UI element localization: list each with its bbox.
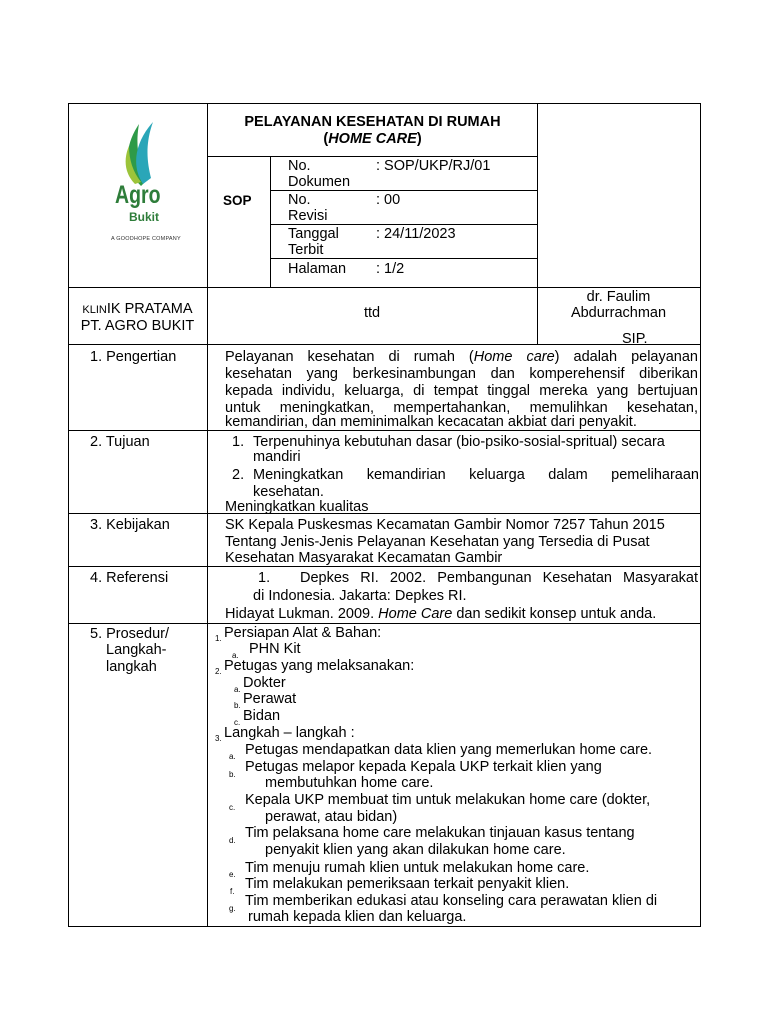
meta-value: : SOP/UKP/RJ/01 bbox=[376, 158, 491, 174]
leaf-emblem-icon bbox=[95, 118, 185, 188]
section-label-kebijakan: 3. Kebijakan bbox=[90, 517, 170, 533]
sop-label: SOP bbox=[223, 193, 252, 208]
step-line: perawat, atau bidan) bbox=[265, 809, 398, 825]
title-paren-close: ) bbox=[416, 131, 422, 147]
tujuan-item-line: Meningkatkan kemandirian keluarga dalam pemeliharaan bbox=[253, 467, 699, 483]
step-line: Langkah – langkah : bbox=[224, 725, 355, 741]
grid-line bbox=[270, 156, 271, 287]
meta-label: Tanggal bbox=[288, 226, 339, 242]
grid-line bbox=[68, 513, 701, 514]
section-label-prosedur: 5. Prosedur/ bbox=[90, 626, 169, 642]
step-letter: c. bbox=[229, 803, 236, 812]
doctor-sip: SIP. bbox=[622, 331, 648, 347]
agro-bukit-logo bbox=[95, 118, 185, 253]
step-letter: g. bbox=[229, 904, 236, 913]
meta-value: : 24/11/2023 bbox=[376, 226, 456, 242]
table-border-left bbox=[68, 103, 69, 927]
step-line: PHN Kit bbox=[249, 641, 301, 657]
section-label-prosedur: Langkah- bbox=[106, 642, 167, 658]
meta-value: : 00 bbox=[376, 192, 401, 208]
doctor-name-line2: Abdurrachman bbox=[570, 305, 667, 321]
step-line: Petugas melapor kepada Kepala UKP terkait klien yang bbox=[245, 759, 602, 775]
step-letter: d. bbox=[229, 836, 236, 845]
step-line: Tim menuju rumah klien untuk melakukan home care. bbox=[245, 860, 590, 876]
step-letter: f. bbox=[230, 887, 235, 896]
step-number: 3. bbox=[215, 734, 222, 743]
logo-brand: Agro bbox=[115, 181, 161, 209]
tujuan-item-line: mandiri bbox=[253, 449, 301, 465]
step-line: Tim memberikan edukasi atau konseling cara perawatan klien di bbox=[245, 893, 658, 909]
document-title-line2 bbox=[207, 131, 538, 148]
tujuan-item-number: 1. bbox=[232, 434, 245, 450]
step-letter: a. bbox=[234, 685, 241, 694]
section-label-pengertian: 1. Pengertian bbox=[90, 349, 177, 365]
meta-label: Revisi bbox=[288, 208, 328, 224]
step-line: Bidan bbox=[243, 708, 281, 724]
kebijakan-line: Tentang Jenis-Jenis Pelayanan Kesehatan yang Tersedia di Pusat bbox=[225, 534, 650, 550]
kebijakan-line: Kesehatan Masyarakat Kecamatan Gambir bbox=[225, 550, 503, 566]
meta-value: : 1/2 bbox=[376, 261, 405, 277]
step-letter: e. bbox=[229, 870, 236, 879]
grid-line bbox=[68, 287, 701, 288]
grid-line bbox=[207, 103, 208, 927]
pengertian-line: kesehatan yang berkesinambungan dan komperehensif diberikan bbox=[225, 366, 698, 382]
step-line: penyakit klien yang akan dilakukan home care. bbox=[265, 842, 566, 858]
meta-label: No. bbox=[288, 192, 311, 208]
tujuan-line: Meningkatkan kualitas bbox=[225, 499, 369, 515]
title-italic: HOME CARE bbox=[328, 131, 417, 147]
step-line: Persiapan Alat & Bahan: bbox=[224, 625, 382, 641]
step-line: Petugas mendapatkan data klien yang memerlukan home care. bbox=[245, 742, 653, 758]
referensi-line: Hidayat Lukman. 2009. Home Care dan sedikit konsep untuk anda. bbox=[225, 606, 657, 622]
step-number: 1. bbox=[215, 634, 222, 643]
step-line: rumah kepada klien dan keluarga. bbox=[248, 909, 467, 925]
pengertian-line: Pelayanan kesehatan di rumah (Home care) adalah pelayanan bbox=[225, 349, 698, 365]
signature-ttd: ttd bbox=[363, 305, 381, 321]
meta-label: No. bbox=[288, 158, 311, 174]
section-label-tujuan: 2. Tujuan bbox=[90, 434, 150, 450]
tujuan-item-number: 2. bbox=[232, 467, 245, 483]
clinic-rest: IK PRATAMA bbox=[106, 301, 193, 317]
step-line: Petugas yang melaksanakan: bbox=[224, 658, 415, 674]
logo-sub: Bukit bbox=[129, 210, 159, 224]
step-line: Dokter bbox=[243, 675, 286, 691]
step-line: membutuhkan home care. bbox=[265, 775, 434, 791]
step-letter: c. bbox=[234, 718, 241, 727]
step-line: Perawat bbox=[243, 691, 297, 707]
table-border-bottom bbox=[68, 926, 701, 927]
step-number: 2. bbox=[215, 667, 222, 676]
clinic-name-line2: PT. AGRO BUKIT bbox=[80, 318, 195, 334]
table-border-right bbox=[700, 103, 701, 927]
pengertian-line: kemandirian, dan meminimalkan kecacatan akbiat dari penyakit. bbox=[225, 414, 637, 430]
grid-line bbox=[68, 344, 701, 345]
step-line: Tim pelaksana home care melakukan tinjauan kasus tentang bbox=[245, 825, 635, 841]
pengertian-line: kepada individu, keluarga, di tempat tinggal mereka yang bertujuan bbox=[225, 383, 698, 399]
referensi-line: di Indonesia. Jakarta: Depkes RI. bbox=[253, 588, 467, 604]
step-line: Tim melakukan pemeriksaan terkait penyakit klien. bbox=[245, 876, 570, 892]
step-letter: a. bbox=[229, 752, 236, 761]
step-line: Kepala UKP membuat tim untuk melakukan home care (dokter, bbox=[245, 792, 651, 808]
tujuan-item-line: Terpenuhinya kebutuhan dasar (bio-psiko-sosial-spritual) secara bbox=[253, 434, 665, 450]
section-label-referensi: 4. Referensi bbox=[90, 570, 169, 586]
pengertian-line: untuk meningkatkan, mempertahankan, memulihkan kesehatan, bbox=[225, 400, 698, 416]
step-letter: b. bbox=[234, 701, 241, 710]
doctor-name-line1: dr. Faulim bbox=[586, 289, 651, 305]
section-label-prosedur: langkah bbox=[106, 659, 157, 675]
logo-tagline: A GOODHOPE COMPANY bbox=[111, 236, 181, 242]
referensi-line: Depkes RI. 2002. Pembangunan Kesehatan Masyarakat bbox=[300, 570, 698, 586]
meta-label: Halaman bbox=[288, 261, 347, 277]
grid-line bbox=[207, 156, 538, 157]
step-letter: b. bbox=[229, 770, 236, 779]
grid-line bbox=[68, 623, 701, 624]
referensi-number: 1. bbox=[258, 570, 271, 586]
table-border-top bbox=[68, 103, 701, 104]
title-paren-open: ( bbox=[323, 131, 329, 147]
document-title-line1: PELAYANAN KESEHATAN DI RUMAH bbox=[244, 114, 501, 130]
meta-label: Terbit bbox=[288, 242, 324, 258]
clinic-prefix: KLIN bbox=[82, 304, 107, 316]
kebijakan-line: SK Kepala Puskesmas Kecamatan Gambir Nomor 7257 Tahun 2015 bbox=[225, 517, 665, 533]
step-letter: a. bbox=[232, 651, 239, 660]
meta-label: Dokumen bbox=[288, 174, 351, 190]
clinic-name-line1 bbox=[68, 301, 207, 319]
tujuan-item-line: kesehatan. bbox=[253, 484, 324, 500]
